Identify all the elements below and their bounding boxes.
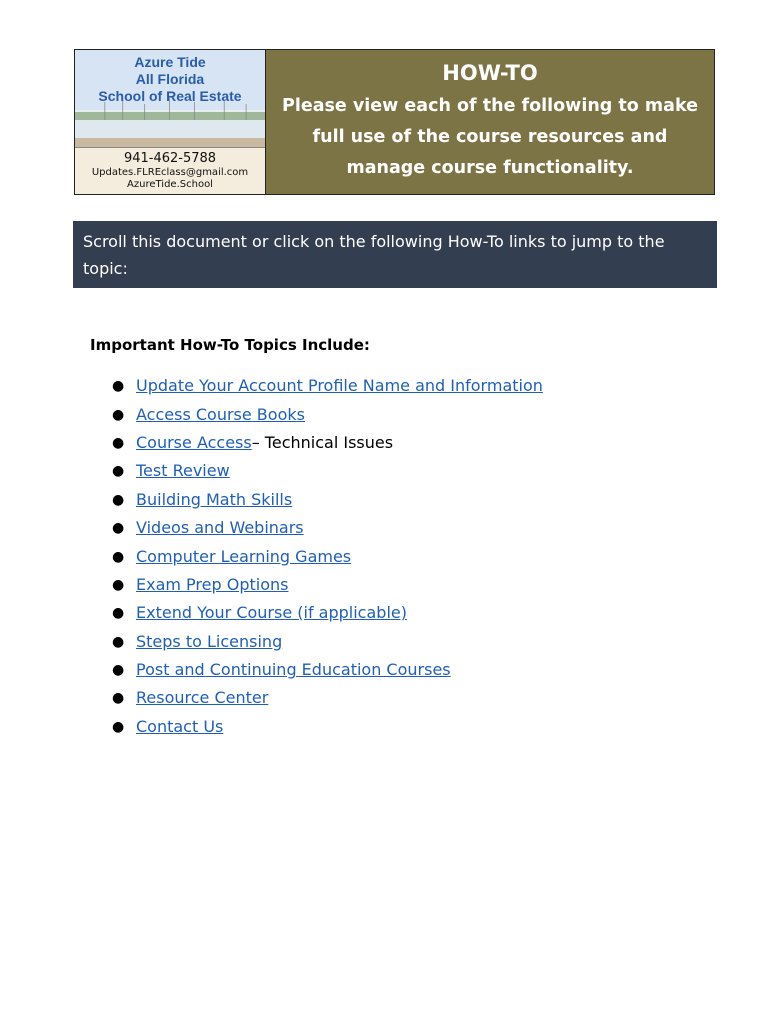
topic-link-contact-us[interactable]: Contact Us [136,716,224,736]
bullet-icon: ● [112,662,125,679]
list-item [112,599,543,627]
topic-link-resource-center[interactable]: Resource Center [136,688,269,708]
topic-link-course-access[interactable]: Course Access [136,432,252,452]
school-name-line-1: Azure Tide [134,54,206,70]
topic-link-learning-games[interactable]: Computer Learning Games [136,546,352,566]
bullet-icon: ● [112,605,125,622]
website: AzureTide.School [127,179,213,190]
bullet-icon: ● [112,491,125,508]
bullet-icon: ● [112,463,125,480]
list-item [112,628,543,656]
list-item [112,656,543,684]
topic-link-update-profile[interactable]: Update Your Account Profile Name and Information [136,376,543,396]
topic-link-math-skills[interactable]: Building Math Skills [136,489,293,509]
contact-block [75,147,265,194]
bullet-icon: ● [112,520,125,537]
bullet-icon: ● [112,718,125,735]
page-title: HOW-TO [442,61,538,85]
school-name [75,54,265,105]
topic-link-extend-course[interactable]: Extend Your Course (if applicable) [136,603,407,623]
list-item [112,429,543,457]
topic-link-videos-webinars[interactable]: Videos and Webinars [136,518,304,538]
topic-link-continuing-education[interactable]: Post and Continuing Education Courses [136,660,451,680]
bullet-icon: ● [112,406,125,423]
topic-link-exam-prep[interactable]: Exam Prep Options [136,574,289,594]
list-item [112,514,543,542]
document-header [74,49,715,195]
page-description: Please view each of the following to make full use of the course resources and manage course functionality. [282,96,698,178]
school-name-line-2: All Florida [135,71,205,87]
topic-link-test-review[interactable]: Test Review [136,461,230,481]
bullet-icon: ● [112,576,125,593]
topic-link-course-books[interactable]: Access Course Books [136,404,305,424]
list-item [112,713,543,741]
topics-heading: Important How-To Topics Include: [90,336,370,354]
phone-number: 941-462-5788 [123,151,217,166]
list-item [112,542,543,570]
topics-list [112,372,543,741]
list-item [112,400,543,428]
list-item [112,372,543,400]
instruction-banner: Scroll this document or click on the following How-To links to jump to the topic: [73,221,717,288]
bullet-icon: ● [112,434,125,451]
email-address: Updates.FLREclass@gmail.com [91,167,249,178]
list-item [112,486,543,514]
bullet-icon: ● [112,378,125,395]
bullet-icon: ● [112,548,125,565]
bullet-icon: ● [112,690,125,707]
bullet-icon: ● [112,633,125,650]
list-item [112,684,543,712]
school-name-line-3: School of Real Estate [98,88,242,104]
topic-link-steps-licensing[interactable]: Steps to Licensing [136,631,283,651]
list-item [112,457,543,485]
list-item [112,571,543,599]
howto-panel [266,50,714,194]
topic-suffix: – Technical Issues [251,432,394,452]
school-logo [75,50,266,194]
